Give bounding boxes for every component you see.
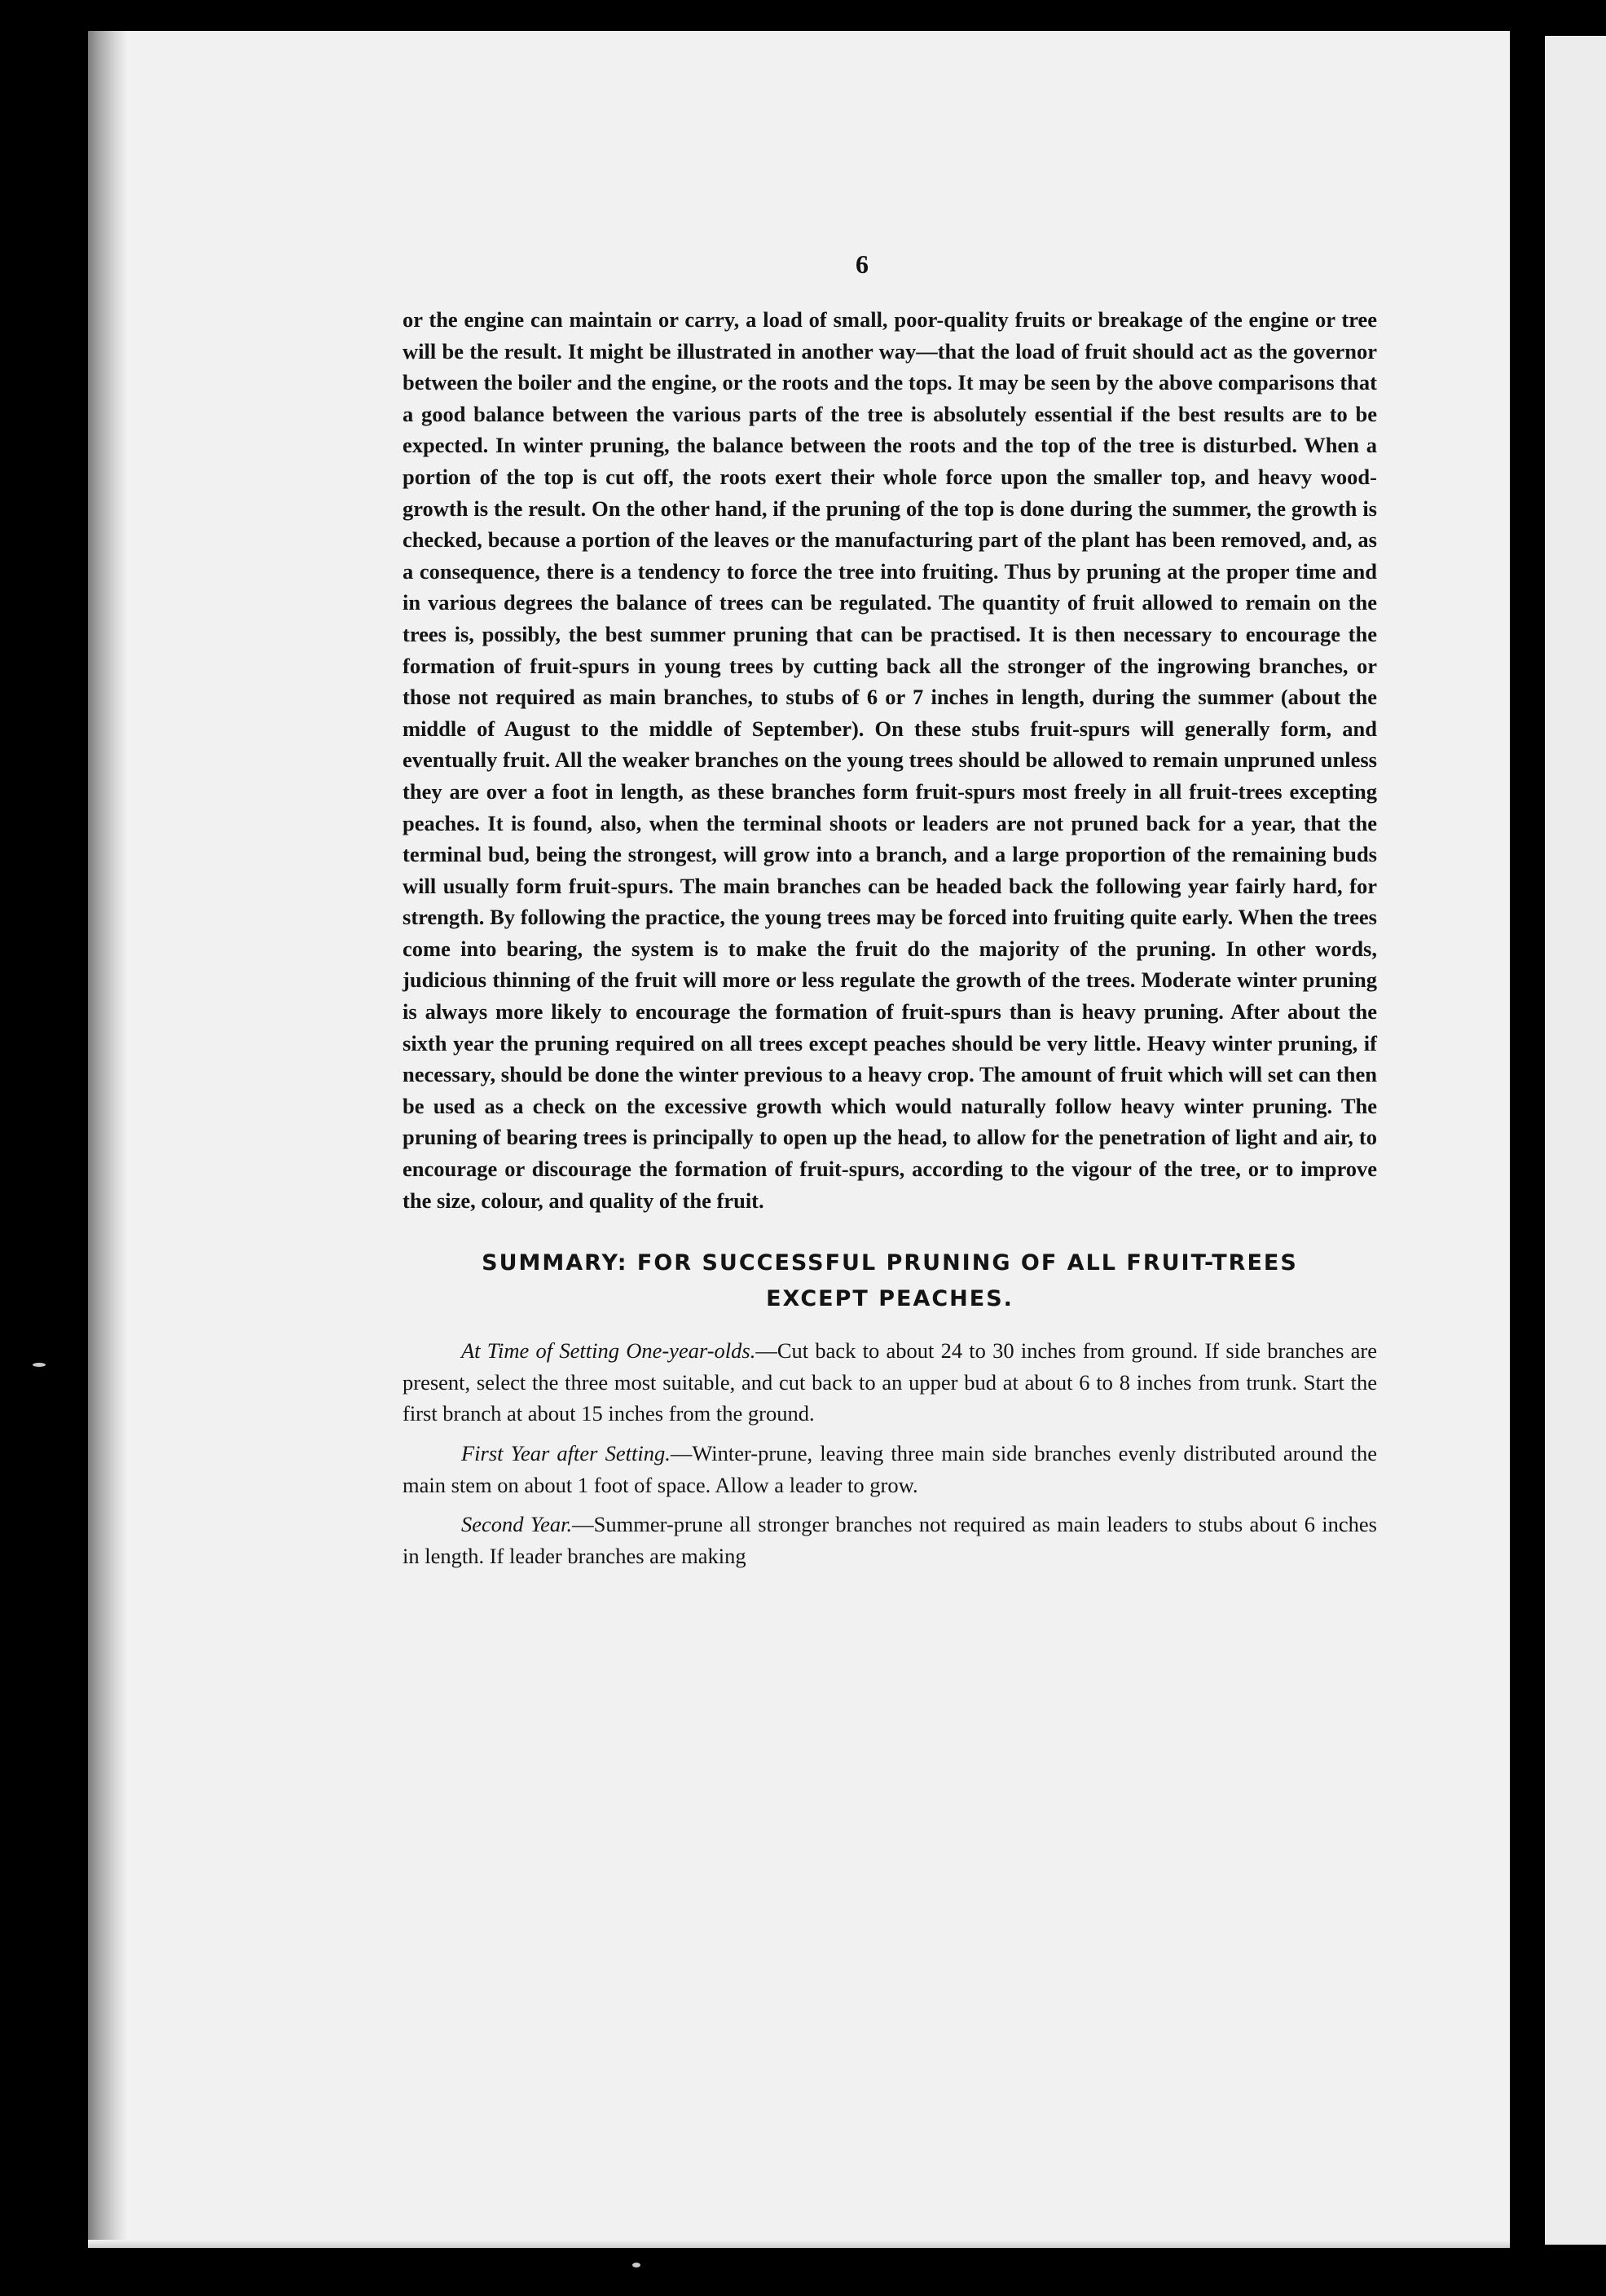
page-bottom-edge (88, 2240, 1510, 2248)
rule-text: —Summer-prune all stronger branches not required as main leaders to stubs about 6 inches in length. If leader branches are making (403, 1512, 1377, 1568)
summary-rule-second-year (403, 1509, 1377, 1571)
summary-rule-setting (403, 1335, 1377, 1430)
adjacent-page-edge (1545, 36, 1606, 2245)
body-paragraph: or the engine can maintain or carry, a load of small, poor-quality fruits or breakage of the engine or tree will be the result. It might be illustrated in another way—that the load of fruit should act as the governor between the boiler and the engine, or the roots and the tops. It may be seen by the above comparisons that a good balance between the various parts of the tree is absolutely essential if the best results are to be expected. In winter pruning, the balance between the roots and the top of the tree is disturbed. When a portion of the top is cut off, the roots exert their whole force upon the smaller top, and heavy wood-growth is the result. On the other hand, if the pruning of the top is done during the summer, the growth is checked, because a portion of the leaves or the manufacturing part of the plant has been removed, and, as a consequence, there is a tendency to force the tree into fruiting. Thus by pruning at the proper time and in various degrees the balance of trees can be regulated. The quantity of fruit allowed to remain on the trees is, possibly, the best summer pruning that can be practised. It is then necessary to encourage the formation of fruit-spurs in young trees by cutting back all the stronger of the ingrowing branches, or those not required as main branches, to stubs of 6 or 7 inches in length, during the summer (about the middle of August to the middle of September). On these stubs fruit-spurs will generally form, and eventually fruit. All the weaker branches on the young trees should be allowed to remain unpruned unless they are over a foot in length, as these branches form fruit-spurs most freely in all fruit-trees excepting peaches. It is found, also, when the terminal shoots or leaders are not pruned back for a year, that the terminal bud, being the strongest, will grow into a branch, and a large proportion of the remaining buds will usually form fruit-spurs. The main branches can be headed back the following year fairly hard, for strength. By following the practice, the young trees may be forced into fruiting quite early. When the trees come into bearing, the system is to make the fruit do the majority of the pruning. In other words, judicious thinning of the fruit will more or less regulate the growth of the trees. Moderate winter pruning is always more likely to encourage the formation of fruit-spurs than is heavy pruning. After about the sixth year the pruning required on all trees except peaches should be very little. Heavy winter pruning, if necessary, should be done the winter previous to a heavy crop. The amount of fruit which will set can then be used as a check on the excessive growth which would naturally follow heavy winter pruning. The pruning of bearing trees is principally to open up the head, to allow for the penetration of light and air, to encourage or discourage the formation of fruit-spurs, according to the vigour of the tree, or to improve the size, colour, and quality of the fruit. (403, 307, 1377, 1213)
scan-speck (33, 1363, 46, 1367)
summary-rule-first-year (403, 1438, 1377, 1501)
rule-text: —Winter-prune, leaving three main side branches evenly distributed around the main stem on about 1 foot of space. Allow a leader to grow. (403, 1441, 1377, 1497)
summary-heading-line-1: SUMMARY: FOR SUCCESSFUL PRUNING OF ALL FRUIT-TREES (482, 1250, 1298, 1276)
page-number: 6 (856, 249, 869, 279)
summary-heading (403, 1245, 1377, 1317)
rule-title: At Time of Setting One-year-olds. (461, 1338, 756, 1364)
rule-title: Second Year. (461, 1512, 573, 1537)
page-content (403, 304, 1377, 1571)
binding-shadow (88, 31, 127, 2248)
scan-speck (632, 2263, 640, 2267)
rule-text: —Cut back to about 24 to 30 inches from ground. If side branches are present, select the three most suitable, and cut back to an upper bud at about 6 to 8 inches from trunk. Start the first branch at about 15 inches from the ground. (403, 1338, 1377, 1426)
summary-heading-line-2: EXCEPT PEACHES. (766, 1286, 1014, 1312)
rule-title: First Year after Setting. (461, 1441, 671, 1465)
